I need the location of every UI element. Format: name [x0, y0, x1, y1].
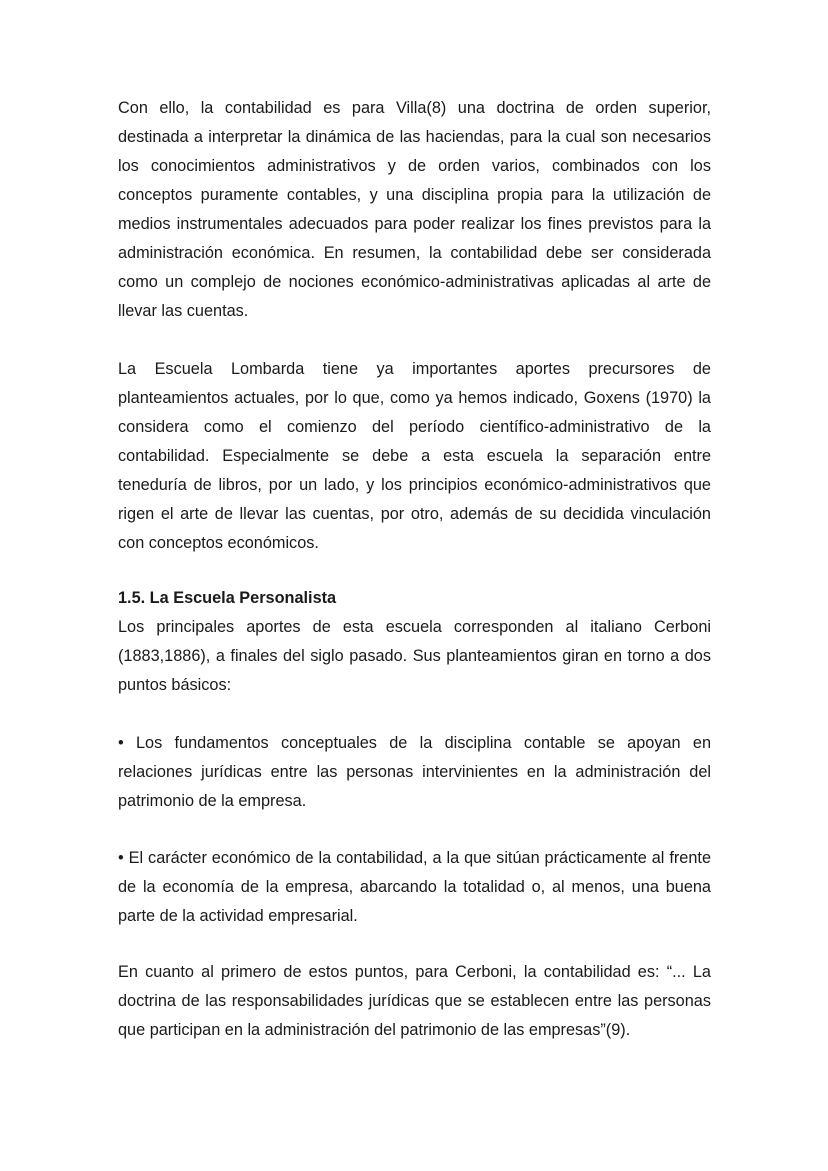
paragraph-villa	[118, 94, 711, 326]
text-line: administración económica. En resumen, la contabilidad debe ser considerada	[118, 244, 711, 262]
text-line: La Escuela Lombarda tiene ya importantes aportes precursores de	[118, 360, 711, 378]
text-line: considera como el comienzo del período científico-administrativo de la	[118, 418, 711, 436]
paragraph-cerboni-quote	[118, 958, 711, 1045]
text-line: parte de la actividad empresarial.	[118, 907, 358, 925]
text-line: llevar las cuentas.	[118, 302, 249, 320]
bullet-caracter-economico	[118, 844, 711, 931]
text-line: • El carácter económico de la contabilidad, a la que sitúan prácticamente al frente	[118, 849, 711, 867]
text-line: Con ello, la contabilidad es para Villa(8) una doctrina de orden superior,	[118, 99, 711, 117]
bullet-fundamentos	[118, 729, 711, 816]
text-line: teneduría de libros, por un lado, y los principios económico-administrativos que	[118, 476, 711, 494]
text-line: los conocimientos administrativos y de orden varios, combinados con los	[118, 157, 711, 175]
text-line: conceptos puramente contables, y una disciplina propia para la utilización de	[118, 186, 711, 204]
text-line: En cuanto al primero de estos puntos, para Cerboni, la contabilidad es: “... La	[118, 963, 711, 981]
text-line: medios instrumentales adecuados para poder realizar los fines previstos para la	[118, 215, 711, 233]
text-line: • Los fundamentos conceptuales de la disciplina contable se apoyan en	[118, 734, 711, 752]
text-line: contabilidad. Especialmente se debe a esta escuela la separación entre	[118, 447, 711, 465]
text-line: que participan en la administración del patrimonio de las empresas”(9).	[118, 1021, 631, 1039]
text-line: puntos básicos:	[118, 676, 232, 694]
text-line: de la economía de la empresa, abarcando la totalidad o, al menos, una buena	[118, 878, 711, 896]
text-line: con conceptos económicos.	[118, 534, 319, 552]
section-escuela-personalista	[118, 584, 711, 700]
text-line: rigen el arte de llevar las cuentas, por otro, además de su decidida vinculación	[118, 505, 711, 523]
text-line: relaciones jurídicas entre las personas intervinientes en la administración del	[118, 763, 711, 781]
section-heading: 1.5. La Escuela Personalista	[118, 589, 337, 607]
text-line: doctrina de las responsabilidades jurídicas que se establecen entre las personas	[118, 992, 711, 1010]
text-line: como un complejo de nociones económico-administrativas aplicadas al arte de	[118, 273, 711, 291]
text-line: Los principales aportes de esta escuela corresponden al italiano Cerboni	[118, 618, 711, 636]
text-line: destinada a interpretar la dinámica de las haciendas, para la cual son necesarios	[118, 128, 711, 146]
text-line: patrimonio de la empresa.	[118, 792, 307, 810]
text-line: planteamientos actuales, por lo que, como ya hemos indicado, Goxens (1970) la	[118, 389, 711, 407]
paragraph-escuela-lombarda	[118, 355, 711, 558]
text-line: (1883,1886), a finales del siglo pasado. Sus planteamientos giran en torno a dos	[118, 647, 711, 665]
